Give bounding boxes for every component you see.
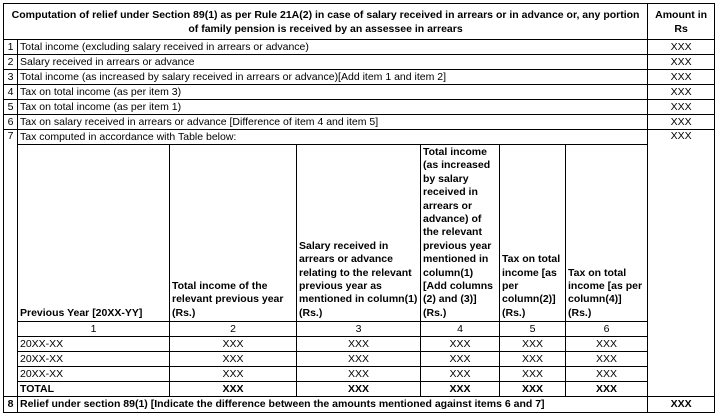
col-header-previous-year: Previous Year [20XX-YY] <box>18 145 170 322</box>
cell: XXX <box>566 337 648 352</box>
col-header-tax-col4: Tax on total income [as per column(4)] (Rs.) <box>566 145 648 322</box>
item-amount: XXX <box>648 130 715 397</box>
cell: XXX <box>500 367 566 382</box>
item-description: Relief under section 89(1) [Indicate the difference between the amounts mentioned against items 6 and 7] <box>18 397 648 413</box>
cell-previous-year: 20XX-XX <box>18 352 170 367</box>
item-row <box>4 70 715 85</box>
item-description: Tax on salary received in arrears or advance [Difference of item 4 and item 5] <box>18 115 648 130</box>
col-header-tax-col2: Tax on total income [as per column(2)] (Rs.) <box>500 145 566 322</box>
item-row <box>4 85 715 100</box>
item-number: 3 <box>4 70 18 85</box>
item-amount: XXX <box>648 70 715 85</box>
cell: XXX <box>170 337 297 352</box>
item-description: Salary received in arrears or advance <box>18 55 648 70</box>
item-number: 2 <box>4 55 18 70</box>
cell: XXX <box>566 367 648 382</box>
col-number: 4 <box>421 322 500 337</box>
form-title: Computation of relief under Section 89(1) as per Rule 21A(2) in case of salary received in arrears or in advance or, any portion of family pension is received by an assessee in arrears <box>4 4 648 40</box>
cell: XXX <box>421 367 500 382</box>
item-description: Total income (as increased by salary received in arrears or advance)[Add item 1 and item 2] <box>18 70 648 85</box>
total-label: TOTAL <box>18 382 170 397</box>
amount-column-header: Amount in Rs <box>648 4 715 40</box>
item-description: Total income (excluding salary received in arrears or advance) <box>18 40 648 55</box>
table-row <box>4 367 715 382</box>
col-header-increased-income: Total income (as increased by salary received in arrears or advance) of the relevant previous year mentioned in column(1) [Add columns (2) and (3)] (Rs.) <box>421 145 500 322</box>
cell: XXX <box>500 337 566 352</box>
total-cell: XXX <box>421 382 500 397</box>
column-number-row <box>4 322 715 337</box>
item-row-relief <box>4 397 715 413</box>
col-number: 3 <box>297 322 421 337</box>
item-row <box>4 100 715 115</box>
item-amount: XXX <box>648 100 715 115</box>
item-number: 6 <box>4 115 18 130</box>
item-row <box>4 40 715 55</box>
cell: XXX <box>297 337 421 352</box>
item-amount: XXX <box>648 397 715 413</box>
item-amount: XXX <box>648 85 715 100</box>
col-header-salary-arrears: Salary received in arrears or advance relating to the relevant previous year as mentioned in column(1) (Rs.) <box>297 145 421 322</box>
table-row <box>4 352 715 367</box>
item-row <box>4 130 715 145</box>
item-number: 8 <box>4 397 18 413</box>
item-description: Tax on total income (as per item 3) <box>18 85 648 100</box>
table-total-row <box>4 382 715 397</box>
item-description: Tax on total income (as per item 1) <box>18 100 648 115</box>
col-header-total-income: Total income of the relevant previous year (Rs.) <box>170 145 297 322</box>
item-number: 4 <box>4 85 18 100</box>
total-cell: XXX <box>170 382 297 397</box>
table-row <box>4 337 715 352</box>
item-number: 7 <box>4 130 18 397</box>
item-row <box>4 115 715 130</box>
item-description: Tax computed in accordance with Table below: <box>18 130 648 145</box>
cell: XXX <box>297 352 421 367</box>
cell-previous-year: 20XX-XX <box>18 337 170 352</box>
table-header-row <box>4 145 715 322</box>
total-cell: XXX <box>566 382 648 397</box>
cell: XXX <box>421 352 500 367</box>
total-cell: XXX <box>297 382 421 397</box>
col-number: 2 <box>170 322 297 337</box>
item-amount: XXX <box>648 115 715 130</box>
item-amount: XXX <box>648 55 715 70</box>
cell: XXX <box>421 337 500 352</box>
col-number: 6 <box>566 322 648 337</box>
item-amount: XXX <box>648 40 715 55</box>
cell: XXX <box>500 352 566 367</box>
item-number: 1 <box>4 40 18 55</box>
item-number: 5 <box>4 100 18 115</box>
cell-previous-year: 20XX-XX <box>18 367 170 382</box>
relief-computation-table <box>3 3 715 413</box>
cell: XXX <box>170 352 297 367</box>
cell: XXX <box>566 352 648 367</box>
total-cell: XXX <box>500 382 566 397</box>
col-number: 5 <box>500 322 566 337</box>
item-row <box>4 55 715 70</box>
cell: XXX <box>170 367 297 382</box>
col-number: 1 <box>18 322 170 337</box>
cell: XXX <box>297 367 421 382</box>
